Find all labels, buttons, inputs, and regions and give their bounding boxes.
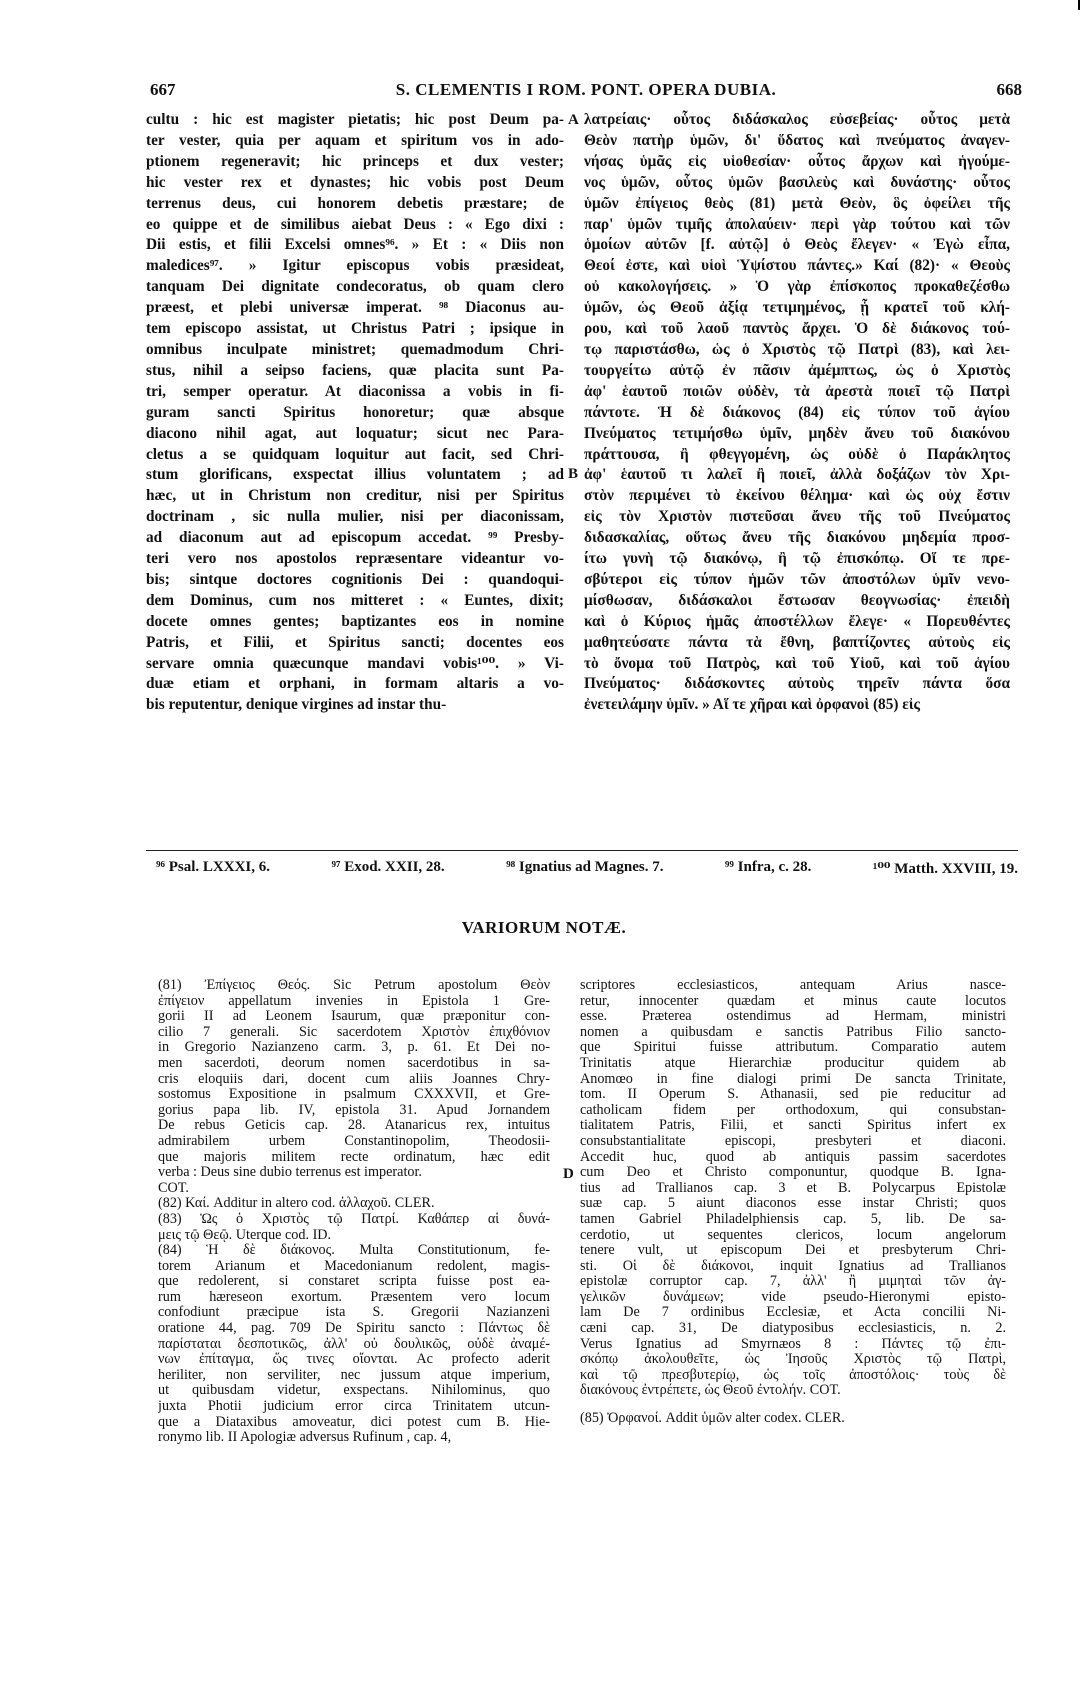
greek-line: τῳ παριστάσθω, ὡς ὁ Χριστὸς τῷ Πατρὶ (83), καὶ λει- — [584, 340, 1010, 358]
latin-line: tri, semper operatur. At diaconissa a vobis in fi- — [146, 382, 564, 400]
greek-line: ὑμῶν, ὡς Θεοῦ ἀξίᾳ τετιμημένος, ᾗ κρατεῖ τοῦ κλή- — [584, 299, 1010, 317]
note-line: ronymo lib. II Apologiæ adversus Rufinum , cap. 4, — [158, 1430, 452, 1446]
greek-line: μαθητεύσατε πάντα τὰ ἔθνη, βαπτίζοντες αὐτοὺς εἰς — [584, 633, 1010, 651]
greek-line: Πνεύματος τετιμήσθω ὑμῖν, μηδὲν ἄνευ τοῦ διακόνου — [584, 424, 1010, 442]
note-85: (85) Ὀρφανοί. Addit ὑμῶν alter codex. CLER. — [580, 1411, 845, 1427]
note-line: gorius papa lib. IV, epistola 31. Apud Jornandem — [158, 1102, 550, 1118]
scripture-reference: ⁹⁸ Ignatius ad Magnes. 7. — [506, 859, 664, 875]
note-line: tialitatem Patris, Filii, et sancti Spiritus infert ex — [580, 1118, 1006, 1134]
note-line: Trinitatis atque Hierarchiæ producitur quidem ab — [580, 1055, 1006, 1071]
greek-line: εἰς τὸν Χριστὸν πιστεῦσαι ἄνευ τῆς τοῦ Πνεύματος — [584, 508, 1010, 526]
running-title: S. CLEMENTIS I ROM. PONT. OPERA DUBIA. — [395, 80, 777, 99]
greek-line: σβύτεροι εἰς τύπον ἡμῶν τῶν ἀποστόλων ὑμῖν νενο- — [584, 570, 1010, 588]
greek-line: ρου, καὶ τοῦ λαοῦ παντὸς ἄρχει. Ὁ δὲ διάκονος τού- — [584, 320, 1010, 338]
scripture-reference: ⁹⁷ Exod. XXII, 28. — [331, 859, 445, 875]
latin-line: eo quippe et de similibus aiebat Deus : « Ego dixi : — [146, 215, 564, 233]
latin-line: terrenus deus, cui honorem debetis præstare; de — [146, 194, 564, 212]
note-line: Verus Ignatius ad Smyrnæos 8 : Πάντες τῷ ἐπι- — [580, 1336, 1006, 1352]
note-line: nomen a quibusdam e sanctis Patribus Filio sancto- — [580, 1024, 1006, 1040]
note-line: catholicam fidem per orthodoxum, qui consubstan- — [580, 1102, 1006, 1118]
note-line: confodiunt præcipue ista S. Gregorii Nazianzeni — [158, 1305, 550, 1321]
note-line: De rebus Geticis cap. 28. Atanaricus rex, intuitus — [158, 1118, 550, 1134]
note-line: cris eloquiis dari, docent cum aliis Joannes Chry- — [158, 1071, 550, 1087]
scripture-references — [156, 859, 1018, 878]
latin-line: omnibus inculpate ministret; quemadmodum Chri- — [146, 340, 564, 358]
notes-left-column — [158, 978, 550, 1446]
marker-a: A — [568, 112, 579, 128]
note-line: epistolæ corruptor cap. 7, ἀλλ' ἢ μιμηταὶ τῶν ἀγ- — [580, 1274, 1006, 1290]
greek-line: παρ' ὑμῶν τιμῆς ἀπολαύειν· περὶ γὰρ τούτου καὶ τῶν — [584, 215, 1010, 233]
latin-line: maledices⁹⁷. » Igitur episcopus vobis præsideat, — [146, 257, 564, 275]
note-line: tenere vult, ut episcopum Dei et presbyterum Chri- — [580, 1243, 1006, 1259]
note-line: cerdotio, ut sequentes clericos, locum angelorum — [580, 1227, 1006, 1243]
page-number-left: 667 — [150, 80, 176, 99]
greek-line: στὸν περιμένει τὸ ἐκείνου θέλημα· καὶ ὡς οὐχ ἔστιν — [584, 487, 1010, 505]
latin-line: ad diaconum aut ad episcopum accedat. ⁹⁹ Presby- — [146, 529, 564, 547]
note-line: COT. — [158, 1180, 189, 1196]
note-line: καὶ τῷ πρεσβυτερίῳ, ὡς τοῖς ἀποστόλοις· τοὺς δὲ — [580, 1367, 1006, 1383]
latin-line: guram sancti Spiritus honoretur; quæ absque — [146, 403, 564, 421]
greek-line: νήσας ὑμᾶς εἰς υἱοθεσίαν· οὗτος ἄρχων καὶ ἡγούμε- — [584, 152, 1010, 170]
note-line: retur, innocenter quædam et minus caute locutos — [580, 993, 1006, 1009]
note-line: que redolerent, si constaret scripta fuisse post ea- — [158, 1274, 550, 1290]
greek-line: νος ὑμῶν, οὗτος ὑμῶν βασιλεὺς καὶ δυνάστης· οὗτος — [584, 173, 1010, 191]
latin-line: tanquam Dei dignitate condecoratus, ob quam clero — [146, 278, 564, 296]
note-line: cum Deo et Christo componuntur, quodque B. Igna- — [580, 1165, 1006, 1181]
note-line: heriliter, non serviliter, nec jussum atque imperium, — [158, 1367, 550, 1383]
greek-line: ἐνετειλάμην ὑμῖν. » Αἵ τε χῆραι καὶ ὀρφανοὶ (85) εἰς — [584, 696, 921, 714]
notes-right-column — [580, 978, 1006, 1427]
note-line: verba : Deus sine dubio terrenus est imperator. — [158, 1165, 422, 1181]
marker-d: D — [563, 1166, 574, 1182]
note-line: tius ad Trallianos cap. 3 et B. Polycarpus Epistolæ — [580, 1180, 1006, 1196]
note-line: sti. Οἱ δὲ διάκονοι, inquit Ignatius ad Trallianos — [580, 1258, 1006, 1274]
note-line: gorii II ad Leonem Isaurum, quæ præponitur con- — [158, 1009, 550, 1025]
note-line: cæni cap. 31, De diatyposibus ecclesiasticis, n. 2. — [580, 1321, 1006, 1337]
greek-line: καὶ ὁ Κύριος ἡμᾶς ἀποστέλλων ἔλεγε· « Πορευθέντες — [584, 612, 1010, 630]
latin-line: dem Dominus, cum nos mitteret : « Euntes, dixit; — [146, 591, 564, 609]
note-line: men sacerdoti, deorum nomen sacerdotibus in sa- — [158, 1055, 550, 1071]
note-line: juxta Photii judicium error circa Trinitatem utcun- — [158, 1399, 550, 1415]
note-line: sostomus Expositione in psalmum CXXXVII, et Gre- — [158, 1087, 550, 1103]
note-line: consubstantialitate episcopi, presbyteri et diaconi. — [580, 1133, 1006, 1149]
greek-line: πάντοτε. Ἡ δὲ διάκονος (84) εἰς τύπον τοῦ ἁγίου — [584, 403, 1010, 421]
greek-line: ίτω γυνὴ τῷ διακόνῳ, ἢ τῷ ἐπισκόπῳ. Οἵ τε πρε- — [584, 550, 1010, 568]
note-line: Anomœo in fine dialogi primi De sancta Trinitate, — [580, 1071, 1006, 1087]
latin-line: tem episcopo assistat, ut Christus Patri ; ipsique in — [146, 320, 564, 338]
greek-line: ἀφ' ἑαυτοῦ ποιῶν οὐδὲν, τὰ ἀρεστὰ ποιεῖ τῷ Πατρὶ — [584, 382, 1010, 400]
note-line: rum hæreseon exortum. Præsentem vero locum — [158, 1289, 550, 1305]
greek-line: πράττουσα, ἢ φθεγγομένη, ὡς οὐδὲ ὁ Παράκλητος — [584, 445, 1010, 463]
latin-line: Patris, et Filii, et Spiritus sancti; docentes eos — [146, 633, 564, 651]
latin-line: docete omnes gentes; baptizantes eos in nomine — [146, 612, 564, 630]
note-line: scriptores ecclesiasticos, antequam Arius nasce- — [580, 978, 1006, 993]
latin-line: stum glorificans, exspectat illius voluntatem ; ad — [146, 466, 564, 484]
note-line: cilio 7 generali. Sic sacerdotem Χριστὸν ἐπιχθόνιον — [158, 1024, 550, 1040]
latin-line: stus, nihil a seipso faciens, quæ placita sunt Pa- — [146, 361, 564, 379]
latin-line: duæ etiam et orphani, in formam altaris a vo- — [146, 675, 564, 693]
note-line: νων ἐπίταγμα, ὥς τινες οἴονται. Ac profecto aderit — [158, 1352, 550, 1368]
greek-line: Πνεύματος· διδάσκοντες αὐτοὺς τηρεῖν πάντα ὅσα — [584, 675, 1010, 693]
greek-line: ὁμοίων αὐτῶν [f. αὐτῷ] ὁ Θεὸς ἔλεγεν· « Ἐγὼ εἶπα, — [584, 236, 1010, 254]
note-line: que Spiritui fuisse attributum. Comparatio autem — [580, 1040, 1006, 1056]
note-line: que a Diataxibus amoveatur, dici potest cum B. Hie- — [158, 1414, 550, 1430]
note-line: Accedit huc, quod ab antiquis passim sacerdotes — [580, 1149, 1006, 1165]
latin-line: hic vester rex et dynastes; hic vobis post Deum — [146, 173, 564, 191]
greek-line: Θεὸν πατὴρ ὑμῶν, δι' ὕδατος καὶ πνεύματος ἀναγεν- — [584, 131, 1010, 149]
greek-line: μίσθωσαν, διδάσκαλοι ἔστωσαν θεογνωσίας· ἐπειδὴ — [584, 591, 1010, 609]
latin-line: cletus a se quidquam loquitur aut facit, sed Chri- — [146, 445, 564, 463]
latin-line: bis reputentur, denique virgines ad instar thu- — [146, 696, 447, 714]
greek-line: τὸ ὄνομα τοῦ Πατρὸς, καὶ τοῦ Υἱοῦ, καὶ τοῦ ἁγίου — [584, 654, 1010, 672]
notes-section-title: VARIORUM NOTÆ. — [461, 918, 627, 937]
note-line: esse. Præterea ostendimus ad Hermam, ministri — [580, 1009, 1006, 1025]
note-line: μεις τῷ Θεῷ. Uterque cod. ID. — [158, 1227, 332, 1243]
note-line: γελικῶν δυνάμεων; vide pseudo-Hieronymi episto- — [580, 1289, 1006, 1305]
greek-line: ἀφ' ἑαυτοῦ τι λαλεῖ ἢ ποιεῖ, ἀλλὰ δοξάζων τὸν Χρι- — [584, 466, 1010, 484]
edge-mark — [1078, 0, 1080, 10]
greek-line: τουργείτω αὐτῷ ἐν πᾶσιν ἀμέμπτως, ὡς ὁ Χριστὸς — [584, 361, 1010, 379]
note-line: suæ cap. 5 aiunt diaconos esse instar Christi; quos — [580, 1196, 1006, 1212]
scripture-reference: ¹⁰⁰ Matth. XXVIII, 19. — [872, 861, 1018, 877]
note-line: παρίσταται δεσποτικῶς, ἀλλ' οὐ δουλικῶς, οὐδὲ ἀναμέ- — [158, 1336, 550, 1352]
note-line: torem Arianum et Macedonianum redolent, magis- — [158, 1258, 550, 1274]
latin-line: Dii estis, et filii Excelsi omnes⁹⁶. » Et : « Diis non — [146, 236, 564, 254]
page-number-right: 668 — [996, 80, 1022, 99]
scripture-reference: ⁹⁹ Infra, c. 28. — [724, 859, 812, 875]
greek-line: Θεοί ἐστε, καὶ υἱοὶ Ὑψίστου πάντες.» Καί (82)· « Θεοὺς — [584, 257, 1010, 275]
note-line: admirabilem urbem Constantinopolim, Theodosii- — [158, 1133, 550, 1149]
latin-line: ptionem regeneravit; hic princeps et dux vester; — [146, 152, 564, 170]
latin-line: hæc, ut in Christum non creditur, nisi per Spiritus — [146, 487, 564, 505]
note-line: ut quibusdam videtur, exspectans. Nihilominus, quo — [158, 1383, 550, 1399]
note-line: διακόνους ἐντρέπετε, ὡς Θεοῦ ἐντολήν. COT. — [580, 1383, 841, 1399]
latin-line: præest, et plebi universæ imperat. ⁹⁸ Diaconus au- — [146, 299, 564, 317]
note-line: in Gregorio Nazianzeno carm. 3, p. 61. Et Dei no- — [158, 1040, 550, 1056]
latin-text-column — [146, 110, 564, 716]
latin-line: doctrinam , sic nulla mulier, nisi per diaconissam, — [146, 508, 564, 526]
greek-line: οὐ κακολογήσεις. » Ὁ γὰρ ἐπίσκοπος προκαθεζέσθω — [584, 278, 1010, 296]
latin-line: cultu : hic est magister pietatis; hic post Deum pa- — [146, 111, 564, 128]
running-header — [150, 80, 1022, 102]
footnote-rule — [146, 850, 1018, 851]
marker-b: B — [568, 466, 579, 482]
latin-line: diacono nihil agat, aut loquatur; sicut nec Para- — [146, 424, 564, 442]
note-line: tamen Gabriel Philadelphiensis cap. 5, lib. De sa- — [580, 1211, 1006, 1227]
greek-text-column — [584, 110, 1010, 716]
latin-line: ter vester, quia per aquam et spiritum vos in ado- — [146, 131, 564, 149]
latin-line: teri vero nos apostolos repræsentare videantur vo- — [146, 550, 564, 568]
latin-line: bis; sintque doctores cognitionis Dei : quandoqui- — [146, 570, 564, 588]
note-line: ἐπίγειον appellatum invenies in Epistola 1 Gre- — [158, 993, 550, 1009]
scripture-reference: ⁹⁶ Psal. LXXXI, 6. — [156, 859, 271, 875]
greek-line: λατρείαις· οὗτος διδάσκαλος εὐσεβείας· οὗτος μετὰ — [584, 111, 1010, 128]
note-line: σκόπῳ ἀκολουθεῖτε, ὡς Ἰησοῦς Χριστὸς τῷ Πατρὶ, — [580, 1352, 1006, 1368]
greek-line: διδασκαλίας, οὕτως ἄνευ τῆς διακόνου μηδεμία προσ- — [584, 529, 1010, 547]
note-line: (82) Καί. Additur in altero cod. ἀλλαχοῦ. CLER. — [158, 1196, 435, 1212]
note-line: (84) Ἡ δὲ διάκονος. Multa Constitutionum, fe- — [158, 1243, 550, 1259]
note-line: (81) Ἐπίγειος Θεός. Sic Petrum apostolum Θεὸν — [158, 978, 550, 993]
latin-line: servare omnia quæcunque mandavi vobis¹⁰⁰. » Vi- — [146, 654, 564, 672]
note-line: tom. II Operum S. Athanasii, sed pie reducitur ad — [580, 1087, 1006, 1103]
note-line: (83) Ὡς ὁ Χριστὸς τῷ Πατρί. Καθάπερ αἱ δυνά- — [158, 1211, 550, 1227]
note-line: lam De 7 ordinibus Ecclesiæ, et Acta concilii Ni- — [580, 1305, 1006, 1321]
greek-line: ὑμῶν ἐπίγειος θεὸς (81) μετὰ Θεὸν, ὃς ὀφείλει τῆς — [584, 194, 1010, 212]
note-line: oratione 44, pag. 709 De Spiritu sancto : Πάντως δὲ — [158, 1321, 550, 1337]
note-line: que majoris militem recte ordinatum, hæc edit — [158, 1149, 550, 1165]
